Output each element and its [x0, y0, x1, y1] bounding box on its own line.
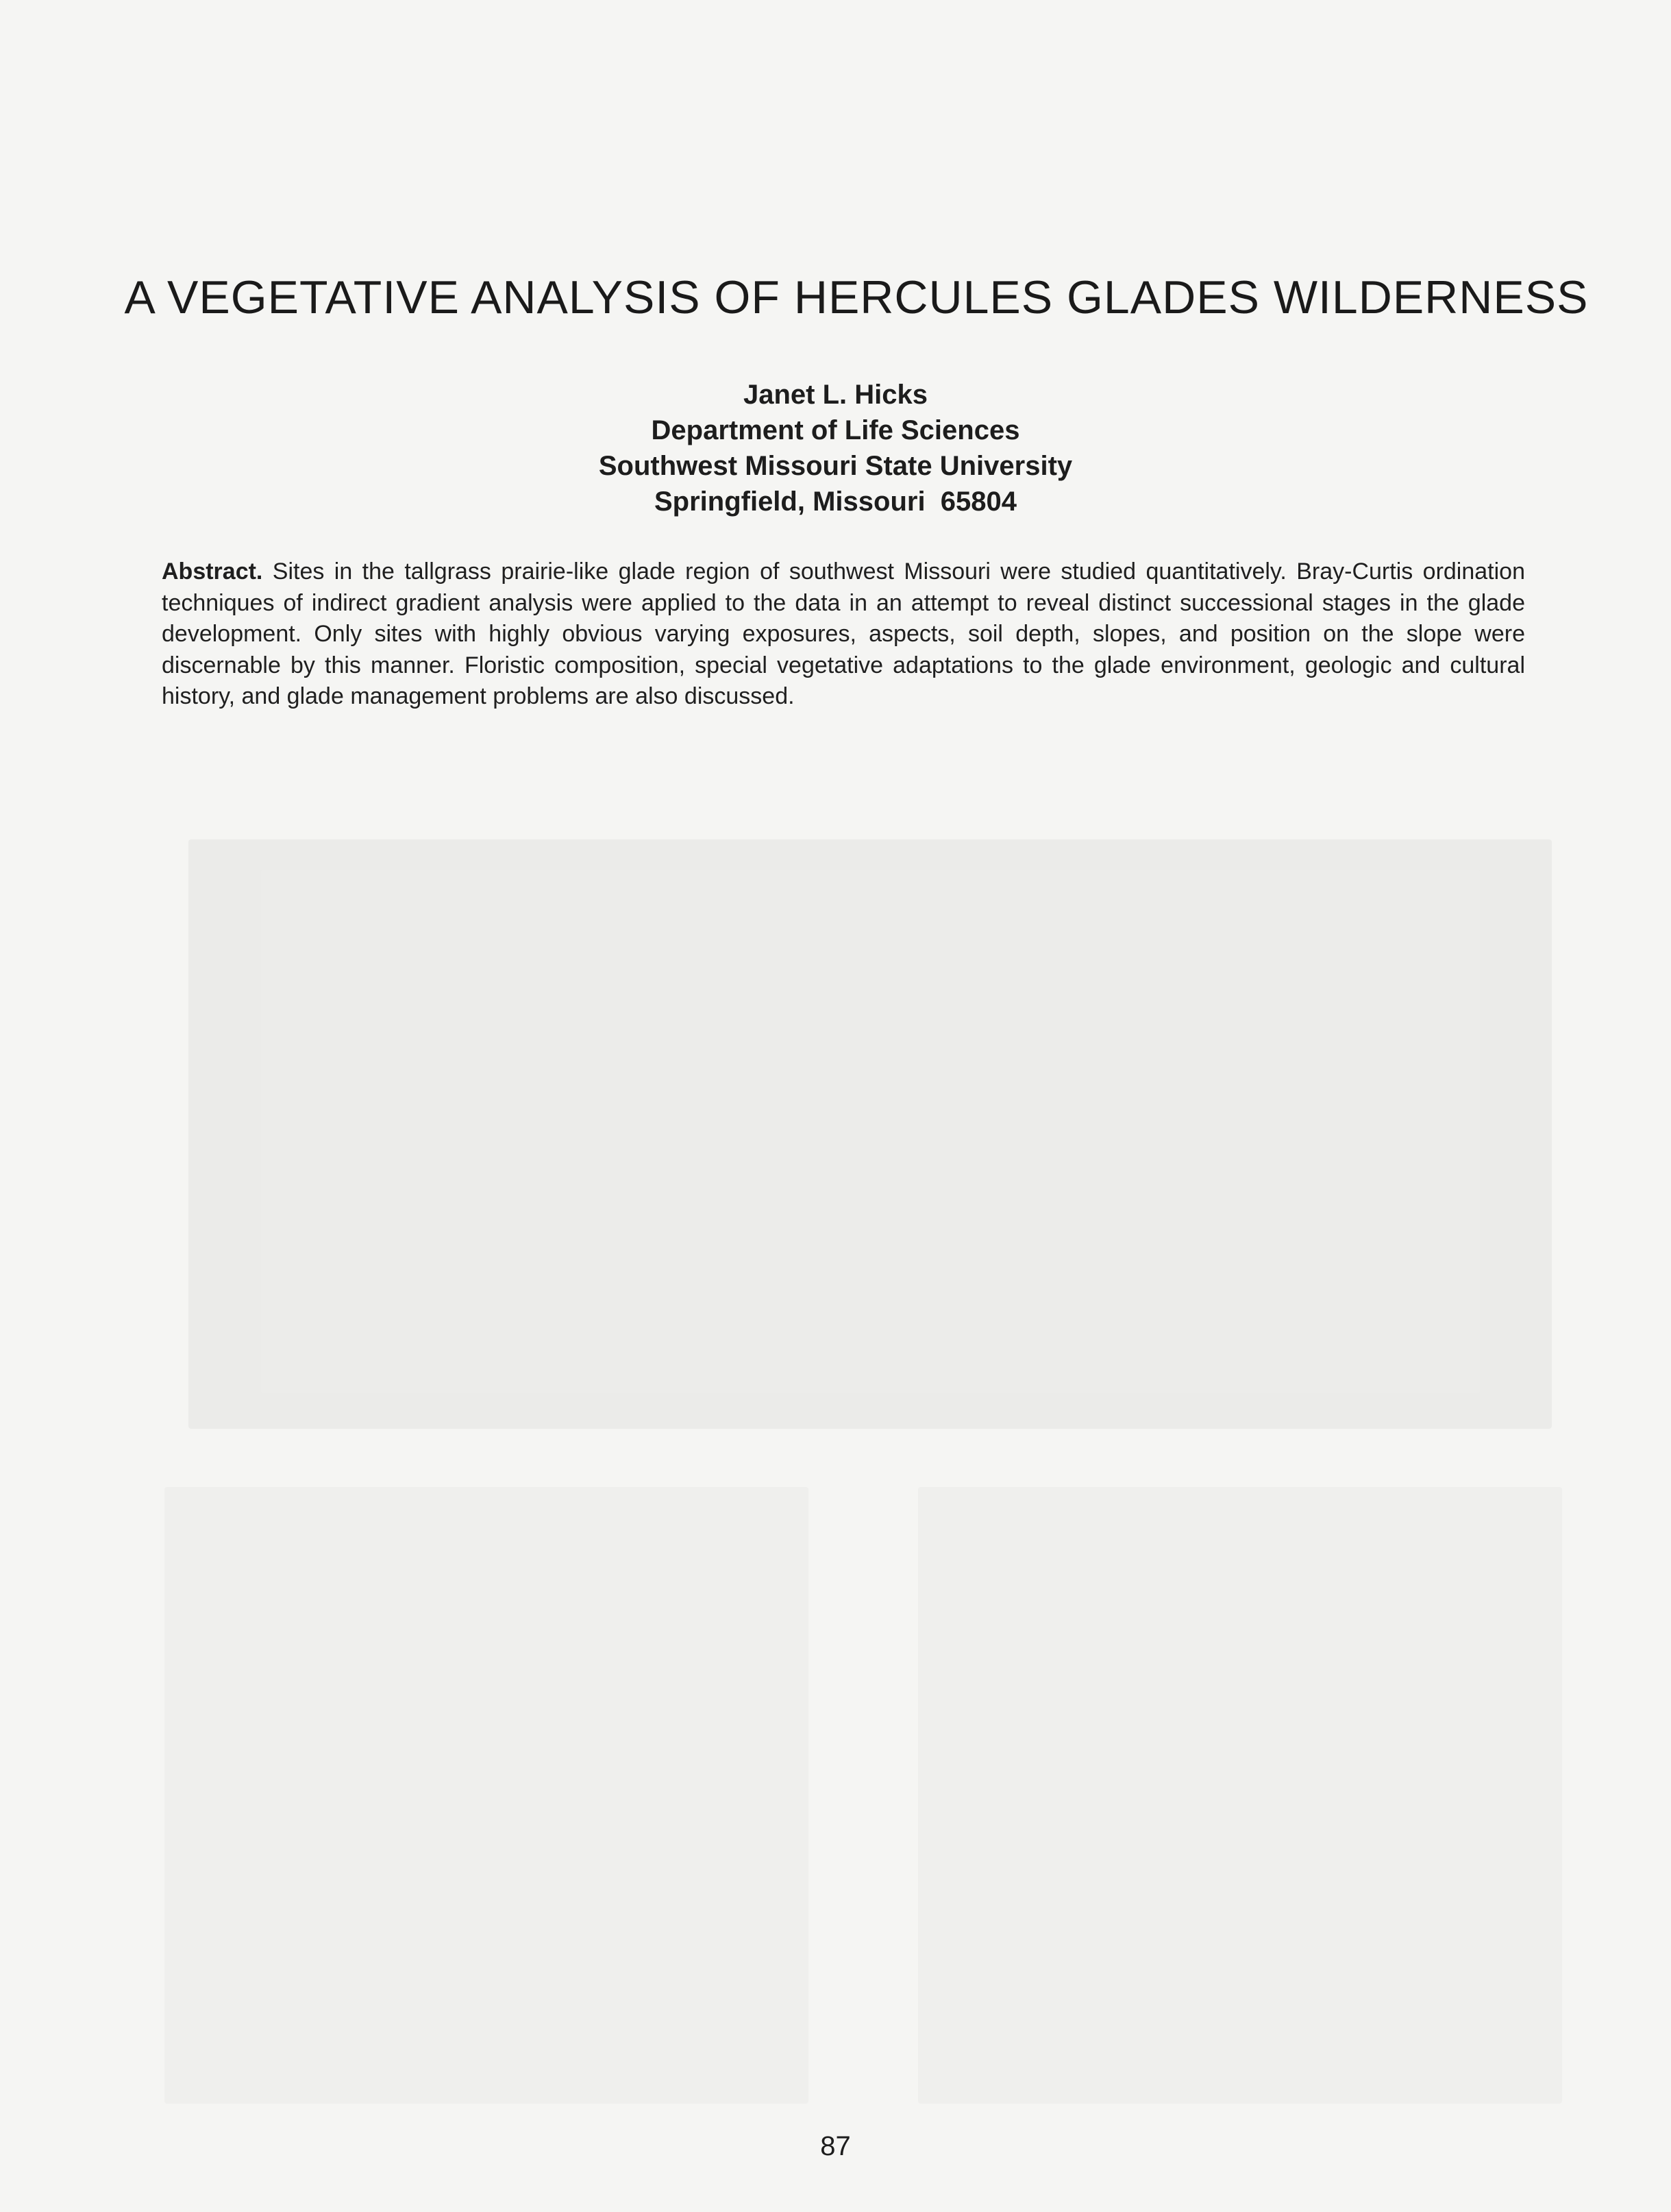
department: Department of Life Sciences	[651, 415, 1020, 445]
paper-title: A VEGETATIVE ANALYSIS OF HERCULES GLADES WILDERNESS	[124, 271, 1589, 323]
author-affiliation	[0, 377, 1671, 519]
show-through-block	[188, 839, 1552, 1429]
location: Springfield, Missouri 65804	[654, 487, 1017, 517]
show-through-block	[918, 1487, 1562, 2104]
abstract	[162, 556, 1525, 713]
show-through-block	[164, 1487, 808, 2104]
page-number: 87	[820, 2131, 851, 2161]
abstract-label: Abstract.	[162, 558, 263, 585]
author-name: Janet L. Hicks	[743, 380, 928, 410]
university: Southwest Missouri State University	[598, 451, 1073, 481]
abstract-text: Sites in the tallgrass prairie-like glade region of southwest Missouri were studied quantitatively. Bray-Curtis ordination techniques of indirect gradient analysis were applied to the data in an attempt to reveal distinct successional stages in the glade development. Only sites with highly obvious varying exposures, aspects, soil depth, slopes, and position on the slope were discernable by this manner. Floristic composition, special vegetative adaptations to the glade environment, geologic and cultural history, and glade management problems are also discussed.	[162, 558, 1525, 709]
